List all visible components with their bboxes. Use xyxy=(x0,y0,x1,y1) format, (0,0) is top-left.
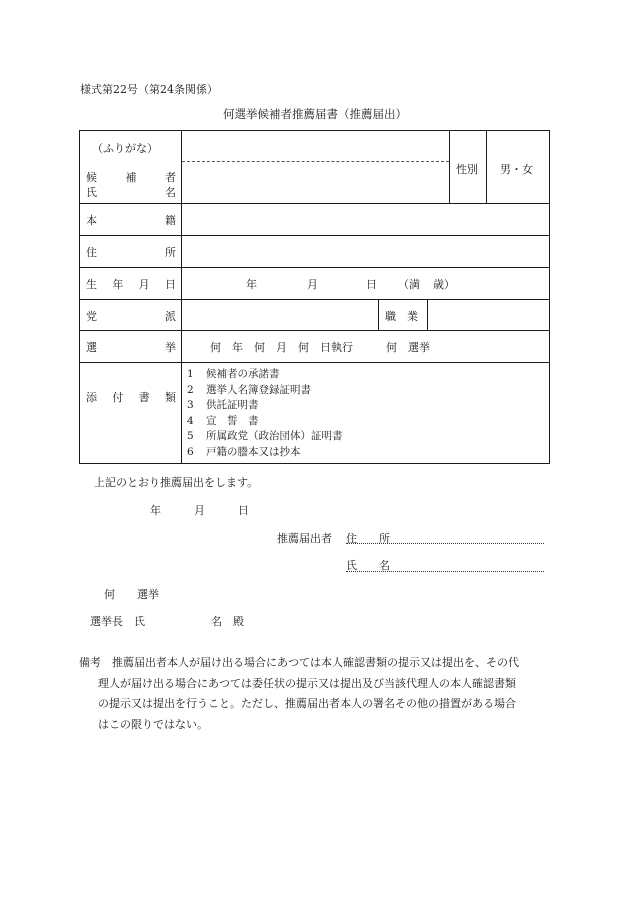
column-divider xyxy=(378,299,379,331)
item-number: 5 xyxy=(187,430,194,443)
age-close-label: 歳） xyxy=(433,278,455,291)
row-divider xyxy=(80,362,549,363)
attachments-list xyxy=(187,367,343,461)
label-char: 候 xyxy=(86,171,97,184)
label-char: 所 xyxy=(165,246,176,259)
address-label xyxy=(86,244,176,260)
label-char: 年 xyxy=(112,278,124,291)
submitter-name-label: 氏 名 xyxy=(346,559,390,572)
label-char: 書 xyxy=(138,391,150,404)
item-text: 戸籍の謄本又は抄本 xyxy=(206,445,301,458)
furigana-dashed-line xyxy=(182,161,449,162)
label-char: 党 xyxy=(86,310,97,323)
list-item xyxy=(187,429,343,445)
column-divider xyxy=(427,299,428,331)
form-number: 様式第22号（第24条関係） xyxy=(80,83,218,96)
list-item xyxy=(187,414,343,430)
label-char: 生 xyxy=(86,278,97,291)
gender-value: 男・女 xyxy=(500,163,533,176)
submitter-address-label: 住 所 xyxy=(346,532,390,545)
birth-date-label xyxy=(86,276,176,292)
row-divider xyxy=(80,235,549,236)
label-char: 選 xyxy=(86,341,97,354)
election-name: 何 選挙 xyxy=(104,588,159,601)
furigana-label: （ふりがな） xyxy=(92,142,158,155)
column-divider xyxy=(181,131,182,463)
row-divider xyxy=(80,299,549,300)
column-divider xyxy=(449,131,450,204)
age-open-label: （満 xyxy=(398,278,420,291)
note-line xyxy=(79,653,549,674)
item-number: 3 xyxy=(187,399,194,412)
label-char: 挙 xyxy=(165,341,176,354)
item-number: 2 xyxy=(187,383,194,396)
item-text: 供託証明書 xyxy=(206,399,259,412)
label-char: 住 xyxy=(86,246,97,259)
item-number: 1 xyxy=(187,368,194,380)
row-divider xyxy=(80,203,549,204)
party-label xyxy=(86,308,176,324)
row-divider xyxy=(80,267,549,268)
item-text: 選挙人名簿登録証明書 xyxy=(206,383,311,396)
label-char: 者 xyxy=(165,171,176,184)
list-item xyxy=(187,367,343,383)
label-char: 月 xyxy=(138,278,150,291)
note-text: 推薦届出者本人が届け出る場合にあつては本人確認書類の提示又は提出を、その代 xyxy=(112,656,519,669)
label-char: 日 xyxy=(164,278,176,291)
submitter-label: 推薦届出者 xyxy=(277,532,332,545)
item-number: 4 xyxy=(187,414,194,427)
label-char: 派 xyxy=(165,310,176,323)
birth-day-label: 日 xyxy=(366,278,377,291)
item-text: 宣 誓 書 xyxy=(206,414,259,427)
list-item xyxy=(187,383,343,399)
occupation-label: 職 業 xyxy=(385,310,418,323)
note-line: 理人が届け出る場合にあつては委任状の提示又は提出及び当該代理人の本人確認書類 xyxy=(98,676,516,690)
label-char: 類 xyxy=(164,391,176,404)
candidate-label-line2 xyxy=(86,184,176,200)
label-char: 補 xyxy=(125,171,137,184)
label-char: 付 xyxy=(112,391,124,404)
note-label: 備考 xyxy=(79,656,101,669)
election-value: 何 年 何 月 何 日執行 何 選挙 xyxy=(210,341,430,354)
item-number: 6 xyxy=(187,445,194,458)
list-item xyxy=(187,445,343,461)
document-title: 何選挙候補者推薦届書（推薦届出） xyxy=(223,107,407,121)
election-label xyxy=(86,339,176,355)
note-line: はこの限りではない。 xyxy=(98,717,208,731)
remarks-note xyxy=(79,653,549,735)
name-signature-line xyxy=(346,571,544,572)
column-divider xyxy=(486,131,487,204)
date-line: 年 月 日 xyxy=(150,504,249,517)
candidate-label-line1 xyxy=(86,169,176,185)
label-char: 籍 xyxy=(165,214,176,227)
gender-label: 性別 xyxy=(456,163,478,176)
addressee: 選挙長 氏 名 殿 xyxy=(90,615,244,628)
birth-year-label: 年 xyxy=(246,278,257,291)
label-char: 氏 xyxy=(86,186,97,199)
item-text: 候補者の承諾書 xyxy=(206,368,280,380)
address-signature-line xyxy=(346,543,544,544)
row-divider xyxy=(80,330,549,331)
attachments-label xyxy=(86,389,176,405)
honseki-label xyxy=(86,212,176,228)
label-char: 名 xyxy=(165,186,176,199)
item-text: 所属政党（政治団体）証明書 xyxy=(206,430,343,443)
note-line: の提示又は提出を行うこと。ただし、推薦届出者本人の署名その他の措置がある場合 xyxy=(98,697,516,710)
label-char: 本 xyxy=(86,214,97,227)
label-char: 添 xyxy=(86,391,97,404)
birth-month-label: 月 xyxy=(307,278,318,291)
recommendation-form-table xyxy=(79,130,550,464)
list-item xyxy=(187,398,343,414)
statement-text: 上記のとおり推薦届出をします。 xyxy=(94,476,259,489)
